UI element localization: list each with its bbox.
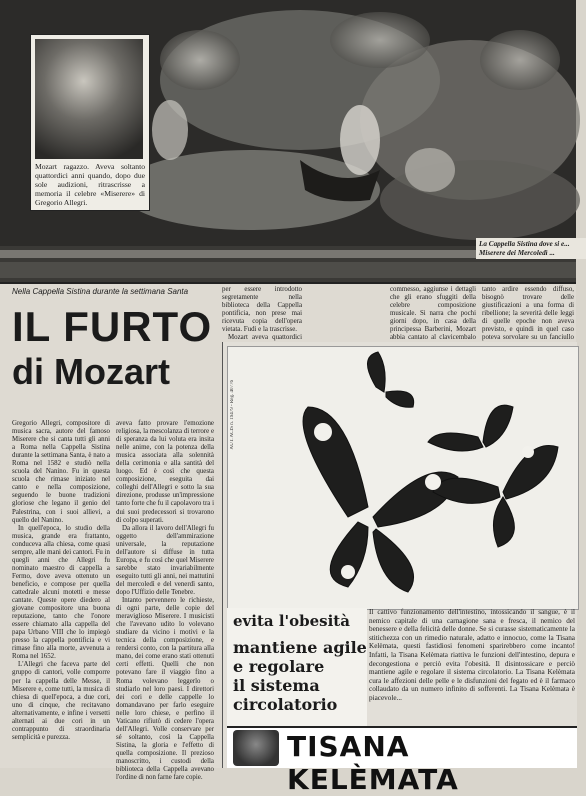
tisana-advertisement [222, 342, 577, 796]
mozart-portrait-image [35, 39, 143, 159]
mozart-portrait [30, 34, 150, 211]
column-3-paragraph: Mozart aveva quattordici [228, 334, 302, 342]
column-2-paragraph: aveva fatto provare l'emozione religiosa, la mescolanza di terrore e di speranza da lui voluta era insita nelle anime, con la potenza della musica associata alla solennità della cerimonia e alla santità del luogo. Ed è così che questa composizione, eseguita dai colleghi dell'Allegri e sotto la sua direzione, produsse un'impressione tanto forte che fu il capolavoro tra i dui suoi predecessori si trovarono di colpo superati. [116, 420, 214, 524]
ad-brand-banner [227, 726, 577, 796]
article-kicker: Nella Cappella Sistina durante la settimana Santa [12, 287, 189, 296]
ad-slogan-line: mantiene agile [233, 638, 367, 657]
ad-slogan [233, 638, 367, 714]
column-5-paragraph: tanto ardire essendo diffuso, bisognò trovare delle giustificazioni a una forma di ribellione; la severità delle leggi di quelle epoche non aveva previsto, e quindi in quel caso poteva sorvolare su un fanciullo [482, 286, 574, 342]
ad-headline: evita l'obesità [233, 612, 350, 630]
column-1-paragraph: In quell'epoca, lo studio della musica, grande era frattanto, conduceva alla chiesa, come quasi sempre, alle mani dei cantori. Fu in quegli anni che Allegri fu nominato maestro di cappella a Fermo, dove aveva ottenuto un beneficio, e compose per quella cattedrale alcuni motetti e messe cantate. Queste opere diedero al giovane compositore una buona reputazione, tanto che l'onore essere chiamato alla cappella del papa Urbano VIII che lo impiegò presso la cappella pontificia e vi rimase fino alla morte, avvenuta a Roma nel 1652. [12, 524, 110, 661]
ad-authorization-code: AUT. ACIS n. 19479 - Reg. 40776 [230, 380, 235, 450]
article-column-4: commesso, aggiunse i dettagli che gli erano sfuggiti della celebre composizione musicale. Si narra che pochi giorni dopo, in casa della principessa Barberini, Mozart abbia cantato al clavicembalo [390, 286, 476, 342]
article-column-2 [116, 420, 214, 782]
divider [0, 282, 576, 284]
article-column-3 [222, 286, 302, 342]
portrait-caption: Mozart ragazzo. Aveva soltanto quattordici anni quando, dopo due sole audizioni, ritrascrisse a memoria il celebre «Miserere» di Gregorio Allegri. [35, 162, 145, 207]
column-1-paragraph: L'Allegri che faceva parte del gruppo di cantori, volle comporre per la cappella delle Messe, il Miserere e, come tutti, la musica di chiesa di quell'epoca, a due cori, uno di cinque, che recitavano alternativamente, e infine i versetti alternati ai due cori in un contrappunto di straordinaria semplicità e purezza. [12, 661, 110, 741]
ad-body-text: Il cattivo funzionamento dell'intestino, intossicando il sangue, è il nemico capitale di una carnagione sana e fresca, il nemico del benessere e della felicità delle donne. Se si curasse sistematicamente la stitichezza con un rimedio naturale, adatto e innocuo, come la Tisana Kelèmata, questi fastidiosi fenomeni sparirebbero come incanto! Infatti, la Tisana Kelèmata riattiva le funzioni dell'intestino, depura e decongestiona e perciò evita l'obesità. Il disintossicare e perciò mantiene agile e regolare il sistema circolatorio. La Tisana Kelèmata cura le affezioni delle pelle e le disfunzioni del fegato ed è il farmaco collaudato da un numero infinito di sofferenti. La Tisana Kelèmata è piacevole... [369, 608, 575, 702]
column-2-paragraph: Intanto pervennero le richieste, di ogni parte, delle copie del meraviglioso Miserere. I musicisti che l'avevano udito lo volevano studiare da vicino i motivi e la tecnica della composizione, e rendersi conto, con la partitura alla mano, dei come erano stati ottenuti certi effetti. Quelli che non potevano fare il viaggio fino a Roma volevano leggerlo o studiarlo nel loro paesi. I direttori dei cori e delle cappelle lo domandavano per farlo eseguire nelle loro chiese, e perfino il Vaticano rifiutò di cedere l'opera dell'Allegri. Volle conservare per sé soltanto, così la Cappella Sistina, la gloria e l'effetto di quella composizione. Il prezioso manoscritto, i custodi della biblioteca della Cappella avevano l'ordine di non farne fare copie. [116, 597, 214, 782]
ad-slogan-line: il sistema [233, 676, 320, 695]
article-title-line2: di Mozart [12, 351, 170, 392]
column-3-paragraph: per essere introdotto segretamente nella biblioteca della Cappella pontificia, non prese mai ricevuta copia dell'opera vietata. Fudi e la trascrisse. [222, 286, 302, 334]
butterflies-icon [228, 347, 578, 609]
sistine-fresco-photo [0, 0, 576, 282]
article-column-5 [482, 286, 574, 342]
brand-name: TISANA KELÈMATA [287, 730, 459, 796]
column-1-paragraph: Gregorio Allegri, compositore di musica sacra, autore del famoso Miserere che si canta tutti gli anni a Roma nella Cappella Sistina durante la settimana Santa, è nato a Roma nel 1582 e studiò nella scuola del Nanino. Fu in questa scuola che rimase iniziato nel canto e nella composizione, seguendo le buone tradizioni gloriose che legano il genio del Palestrina, con i suoi allievi, a quello del Nanino. [12, 420, 110, 524]
ad-slogan-line: e regolare [233, 657, 325, 676]
article-column-3b [306, 286, 386, 342]
brand-figure-icon [233, 730, 279, 766]
column-2-paragraph: Da allora il lavoro dell'Allegri fu oggetto dell'ammirazione universale, la reputazione dell'autore si diffuse in tutta Europa, e fu così che quel Miserere sarebbe stato invariabilmente eseguito tutti gli anni, nei mattutini del mercoledì e del venerdì santo, dopo l'Uffizio delle Tenebre. [116, 524, 214, 596]
article-column-1 [12, 420, 110, 768]
article-title-line1: IL FURTO [12, 303, 213, 350]
sistine-caption: La Cappella Sistina dove si e... Miserere dei Mercoledì ... [476, 238, 586, 259]
butterfly-illustration [227, 346, 579, 610]
ad-slogan-line: circolatorio [233, 695, 338, 714]
